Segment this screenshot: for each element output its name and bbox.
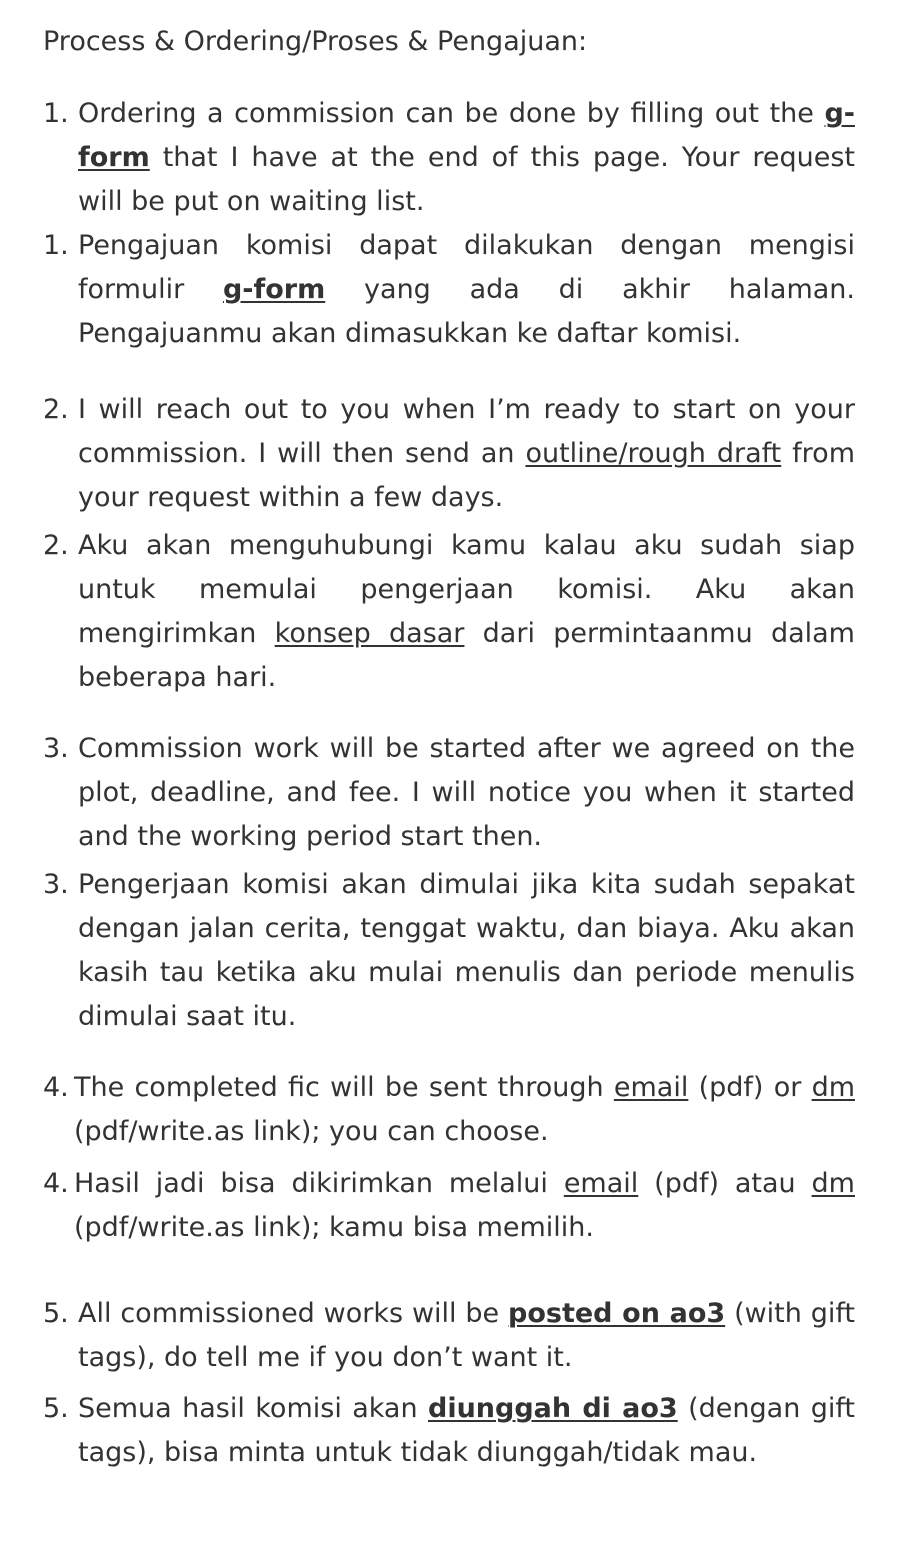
list-item <box>43 727 855 859</box>
posted-on-ao3-link[interactable]: posted on ao3 <box>508 1298 726 1329</box>
email-link[interactable]: email <box>613 1072 689 1103</box>
dm-link[interactable]: dm <box>811 1168 855 1199</box>
text-segment: from your request within a few days. <box>78 438 855 513</box>
list-number: 2. <box>43 530 69 561</box>
text-segment: Pengajuan komisi dapat dilakukan dengan mengisi formulir <box>78 230 855 305</box>
list-item <box>43 1387 855 1475</box>
list-number: 4. <box>43 1168 69 1199</box>
list-item <box>43 388 855 520</box>
text-segment: yang ada di akhir halaman. Pengajuanmu akan dimasukkan ke daftar komisi. <box>78 274 856 349</box>
text-segment: The completed fic will be sent through <box>74 1072 614 1103</box>
text-segment: All commissioned works will be <box>78 1298 509 1329</box>
list-number: 5. <box>43 1393 69 1424</box>
text-segment: (pdf/write.as link); you can choose. <box>74 1116 549 1147</box>
text-segment: Aku akan menguhubungi kamu kalau aku sudah siap untuk memulai pengerjaan komisi. Aku akan mengirimkan <box>78 530 855 649</box>
outline-rough-draft-link[interactable]: outline/rough draft <box>525 438 782 469</box>
list-item-text <box>78 1387 855 1475</box>
g-form-link[interactable]: g-form <box>222 274 326 305</box>
text-segment: dari permintaanmu dalam beberapa hari. <box>78 618 855 693</box>
text-segment: I will reach out to you when I’m ready to start on your commission. I will then send an <box>78 394 855 469</box>
text-segment: (dengan gift tags), bisa minta untuk tidak diunggah/tidak mau. <box>78 1393 855 1468</box>
list-item-text <box>78 863 855 1039</box>
list-number: 3. <box>43 733 69 764</box>
list-item <box>43 863 855 1039</box>
list-item <box>43 92 855 224</box>
list-item <box>43 1066 855 1154</box>
text-segment: Semua hasil komisi akan <box>78 1393 428 1424</box>
list-item-text <box>78 727 855 859</box>
list-item <box>43 1292 855 1380</box>
list-number: 3. <box>43 869 69 900</box>
text-segment: (with gift tags), do tell me if you don’t want it. <box>78 1298 855 1373</box>
list-item-text <box>78 92 855 224</box>
text-segment: Commission work will be started after we agreed on the plot, deadline, and fee. I will notice you when it started and the working period start then. <box>78 733 855 852</box>
text-segment: (pdf) atau <box>638 1168 812 1199</box>
list-item-text <box>78 388 855 520</box>
list-number: 1. <box>43 98 69 129</box>
list-item-text <box>74 1162 855 1250</box>
g-form-link[interactable]: g-form <box>78 98 855 173</box>
text-segment: (pdf/write.as link); kamu bisa memilih. <box>74 1212 594 1243</box>
list-item <box>43 224 855 356</box>
list-item-text <box>74 1066 855 1154</box>
list-number: 1. <box>43 230 69 261</box>
list-item-text <box>78 524 855 700</box>
list-number: 2. <box>43 394 69 425</box>
list-item-text <box>78 224 855 356</box>
konsep-dasar-link[interactable]: konsep dasar <box>274 618 465 649</box>
list-number: 5. <box>43 1298 69 1329</box>
section-heading: Process & Ordering/Proses & Pengajuan: <box>43 26 588 57</box>
list-item <box>43 1162 855 1250</box>
text-segment: (pdf) or <box>688 1072 812 1103</box>
email-link[interactable]: email <box>563 1168 639 1199</box>
text-segment: that I have at the end of this page. Your request will be put on waiting list. <box>78 142 855 217</box>
text-segment: Pengerjaan komisi akan dimulai jika kita sudah sepakat dengan jalan cerita, tenggat waktu, dan biaya. Aku akan kasih tau ketika aku mulai menulis dan periode menulis dimulai saat itu. <box>78 869 855 1032</box>
dm-link[interactable]: dm <box>811 1072 856 1103</box>
list-number: 4. <box>43 1072 69 1103</box>
text-segment: Hasil jadi bisa dikirimkan melalui <box>74 1168 564 1199</box>
text-segment: Ordering a commission can be done by filling out the <box>78 98 825 129</box>
diunggah-di-ao3-link[interactable]: diunggah di ao3 <box>428 1393 678 1424</box>
list-item-text <box>78 1292 855 1380</box>
list-item <box>43 524 855 700</box>
